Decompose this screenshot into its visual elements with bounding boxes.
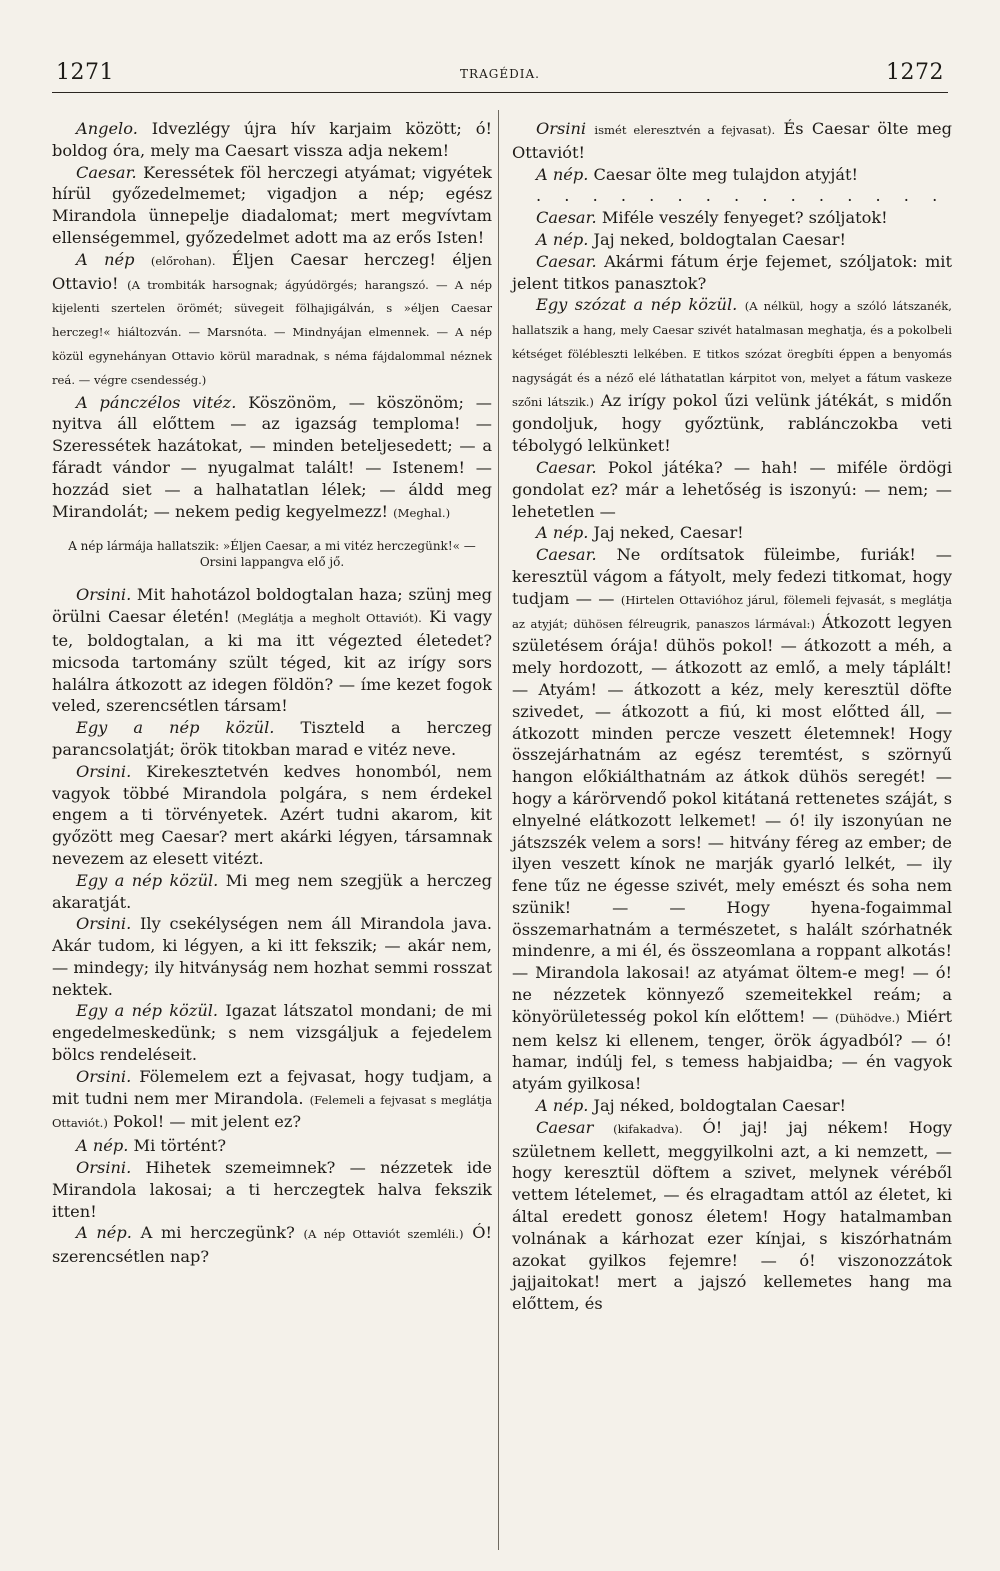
speech (512, 1117, 952, 1315)
speaker-name: Angelo. (76, 119, 138, 138)
speech (512, 229, 952, 251)
speech-text: Igazat látszatol mondani; de mi engedelmeskedünk; s nem vizsgáljuk a fejedelem bölcs rendeléseit. (52, 1001, 492, 1065)
speech (52, 118, 492, 162)
speaker-name: Orsini. (76, 1066, 132, 1086)
speech-text: Pokol játéka? — hah! — miféle ördögi gondolat ez? már a lehetőség is iszonyú: — nem; — lehetetlen — (512, 457, 952, 521)
speech (512, 164, 952, 186)
speech-text: Akármi fátum érje fejemet, szóljatok: mit jelent titkos panasztok? (512, 251, 952, 293)
speech-text: A mi herczegünk? (140, 1223, 295, 1243)
speech-text: Ó! jaj! jaj nékem! Hogy születnem kellett, meggyilkolni azt, a ki nemzett, — hogy keresztül döftem a szivet, melynek véréből vettem lételemet, — és elragadtam attól az életet, ki által eredett gonosz életem! Hogy hatalmamban volnának a kárhozat ezer kínjai, s kiszórhatnám azokat gyilkos fejemre! — ó! viszonozzátok jajjaitokat! mert a jajszó kellemetes hang ma előttem, és (512, 1117, 953, 1314)
speech-text: Ne ordítsatok füleimbe, furiák! — keresztül vágom a fátyolt, mely fedezi titkomat, hogy tudjam — — (512, 545, 952, 608)
speech-text: Caesar ölte meg tulajdon atyját! (593, 164, 859, 184)
speech (512, 457, 952, 522)
speech-text: Kirekesztetvén kedves honomból, nem vagyok többé Mirandola polgára, s nem érdekel engem a ti törvényetek. Azért tudni akarom, kit győzött meg Caesar? mert akárki légyen, társamnak nevezem az elesett vitézt. (52, 761, 492, 868)
speech-text: Mit hahotázol boldogtalan haza; szünj meg örülni Caesar életén! (52, 585, 492, 627)
left-page-number: 1271 (56, 60, 114, 85)
speaker-name: Caesar. (76, 162, 137, 182)
speech (52, 761, 492, 870)
speaker-name: Orsini. (76, 914, 132, 934)
speaker-name: Caesar. (536, 457, 597, 477)
speech-text: Mi meg nem szegjük a herczeg akaratját. (52, 870, 492, 912)
stage-direction: A nép lármája hallatszik: »Éljen Caesar, a mi vitéz herczegünk!« — Orsini lappangva elő jő. (68, 539, 476, 570)
speech-text: Éljen Caesar herczeg! éljen Ottavio! (52, 249, 492, 293)
speech (52, 870, 492, 914)
speaker-name: A nép. (536, 164, 589, 184)
speech-text: Köszönöm, — köszönöm; — nyitva áll előttem — az igazság temploma! — Szeressétek hazátokat, — minden beteljesedett; — a fáradt vándor — nyugalmat talált! — Istenem! — hozzád siet — a halhatatlan lélek; — áldd meg Mirandolát; — nekem pedig kegyelmezz! (52, 392, 492, 521)
stage-direction: (A nélkül, hogy a szóló látszanék, hallatszik a hang, mely Caesar szivét hatalmasan meghatja, és a pokolbeli kétséget fölébleszti lelkében. E titkos szózat öregbíti éppen a benyomás nagyságát és a néző elé láthatatlan kárpitot von, melyet a fátum vaskeze szőni látszik.) (512, 299, 952, 409)
speech (52, 1066, 492, 1135)
left-column (52, 118, 492, 1268)
speaker-name: A nép. (536, 1096, 589, 1116)
stage-direction: (előrohan). (150, 253, 216, 268)
running-title: TRAGÉDIA. (460, 67, 540, 81)
speaker-name: Caesar (536, 1117, 594, 1137)
speaker-name: Egy szózat a nép közül. (536, 295, 738, 315)
speaker-name: Orsini (536, 119, 587, 138)
speech (52, 162, 492, 249)
stage-direction: ismét eleresztvén a fejvasat). (594, 123, 776, 137)
speech (52, 392, 492, 525)
speech-text: Mi történt? (133, 1136, 227, 1156)
speaker-name: Orsini. (76, 585, 132, 605)
right-column (512, 118, 952, 1315)
speech (52, 249, 492, 392)
speaker-name: Egy a nép közül. (76, 870, 219, 890)
page-header (52, 58, 948, 93)
stage-direction: (Dühödve.) (835, 1010, 900, 1025)
speech-text: És Caesar ölte meg Ottaviót! (512, 119, 952, 162)
speaker-name: Orsini. (76, 1158, 132, 1178)
speech-text: Ily csekélységen nem áll Mirandola java. Akár tudom, ki légyen, a ki itt fekszik; — akár nem, — mindegy; ily hitványság nem hozhat semmi rosszat nektek. (52, 914, 492, 999)
speech-text: Jaj neked, Caesar! (593, 523, 744, 543)
column-divider (498, 110, 499, 1550)
speech (512, 522, 952, 544)
speech-text: Pokol! — mit jelent ez? (113, 1112, 302, 1132)
speech (512, 544, 952, 1095)
speech-text: Tiszteld a herczeg parancsolatját; örök titokban marad e vitéz neve. (52, 718, 492, 759)
speaker-name: Caesar. (536, 208, 597, 228)
speech (52, 913, 492, 1000)
speaker-name: Egy a nép közül. (76, 718, 275, 738)
speech-text: Az irígy pokol űzi velünk játékát, s midőn gondoljuk, hogy győztünk, rablánczokba veti tébolygó lelkünket! (512, 390, 952, 456)
speech (512, 118, 952, 164)
speaker-name: A nép (76, 249, 135, 269)
ellipsis-break: . . . . . . . . . . . . . . . (536, 186, 947, 206)
speech-text: Keressétek föl herczegi atyámat; vigyétek hírül győzedelmemet; vigadjon a nép; egész Mirandola ünnepelje diadalomat; mert megvívtam ellenségemmel, győzedelmet adott ma az erős Isten! (52, 162, 492, 247)
speech-text: Jaj néked, boldogtalan Caesar! (593, 1096, 846, 1116)
speech-text: Átkozott legyen születésem órája! dühös pokol! — átkozott a méh, a mely hordozott, — átkozott az emlő, a mely táplált! — Atyám! — átkozott a kéz, mely keresztül döfte szivedet, — átkozott a fiú, ki most előtted áll, — átkozott minden percze veszett életemnek! Hogy összejárhatnám az egész teremtést, s szörnyű hangon előkiálthatnám az átkok dühös seregét! — hogy a kárörvendő pokol kitátaná rettenetes száját, s elnyelné elátkozott lelkemet! — ó! ily iszonyúan ne játszszék velem a sors! — hitvány féreg az ember; de ilyen veszett kínok ne marják gyarló lelkét, — ily fene tűz ne égesse szivét, mely emészt és soha nem szünik! — — Hogy hyena-fogaimmal összemarhatnám a természetet, s halált szórhatnék mindenre, a mi él, és összeomlana a roppant alkotás! — Mirandola lakosai! az atyámat öltem-e meg! — ó! ne nézzetek könnyező szemeitekkel reám; a könyörületesség pokol kín előttem! — (512, 612, 952, 1026)
speech-text: Jaj neked, boldogtalan Caesar! (593, 229, 846, 249)
speaker-name: Caesar. (536, 251, 597, 271)
speech (52, 1135, 492, 1157)
stage-direction: (Meghal.) (393, 505, 451, 520)
speech (512, 251, 952, 295)
speech (52, 1222, 492, 1268)
speech (512, 294, 952, 457)
speech-text: Idvezlégy újra hív karjaim között; ó! boldog óra, mely ma Caesart vissza adja nekem! (52, 119, 492, 160)
speaker-name: A pánczélos vitéz. (76, 392, 237, 412)
speaker-name: Egy a nép közül. (76, 1001, 219, 1021)
speaker-name: A nép. (536, 229, 589, 249)
speech (52, 1000, 492, 1065)
stage-direction: (A nép Ottaviót szemléli.) (303, 1227, 464, 1242)
speaker-name: A nép. (76, 1223, 132, 1243)
speech (512, 207, 952, 229)
speech-text: Ki vagy te, boldogtalan, a ki ma itt végezted életedet? micsoda tartomány szült téged, kit az irígy sors halálra átkozott az idegen földön? — íme kezet fogok veled, szerencsétlen társam! (52, 607, 492, 716)
stage-direction: (kifakadva). (613, 1121, 683, 1136)
speech (52, 584, 492, 717)
speech-text: Miféle veszély fenyeget? szóljatok! (601, 208, 888, 228)
speech (52, 717, 492, 761)
speech-text: Hihetek szemeimnek? — nézzetek ide Mirandola lakosai; a ti herczegtek halva fekszik itten! (52, 1158, 492, 1221)
speech-text: Miért nem kelsz ki ellenem, tenger, örök ágyadból? — ó! hamar, indúlj fel, s temess habjaidba; — én vagyok atyám gyilkosa! (512, 1006, 952, 1094)
speaker-name: Orsini. (76, 761, 132, 781)
speech (52, 1157, 492, 1222)
right-page-number: 1272 (886, 60, 944, 85)
speaker-name: Caesar. (536, 545, 597, 565)
stage-direction: (Felemeli a fejvasat s meglátja Ottaviót.) (52, 1092, 492, 1131)
speech (512, 1095, 952, 1117)
speech-text: Ó! szerencsétlen nap? (52, 1223, 492, 1267)
stage-direction: (A trombiták harsognak; ágyúdörgés; harangszó. — A nép kijelenti szertelen örömét; süvegeit fölhajigálván, s »éljen Caesar herczeg!« hiáltozván. — Marsnóta. — Mindnyájan elmennek. — A nép közül egynehányan Ottavio körül maradnak, s néma fájdalommal néznek reá. — végre csendesség.) (52, 277, 492, 387)
speech-text: Fölemelem ezt a fejvasat, hogy tudjam, a mit tudni nem mer Mirandola. (52, 1066, 492, 1108)
speaker-name: A nép. (76, 1136, 129, 1156)
stage-direction: (Meglátja a megholt Ottaviót). (237, 611, 422, 626)
stage-direction: (Hirtelen Ottavióhoz járul, fölemeli fejvasát, s meglátja az atyját; dühösen félreugrik, panaszos lármával:) (512, 592, 952, 631)
speaker-name: A nép. (536, 523, 589, 543)
